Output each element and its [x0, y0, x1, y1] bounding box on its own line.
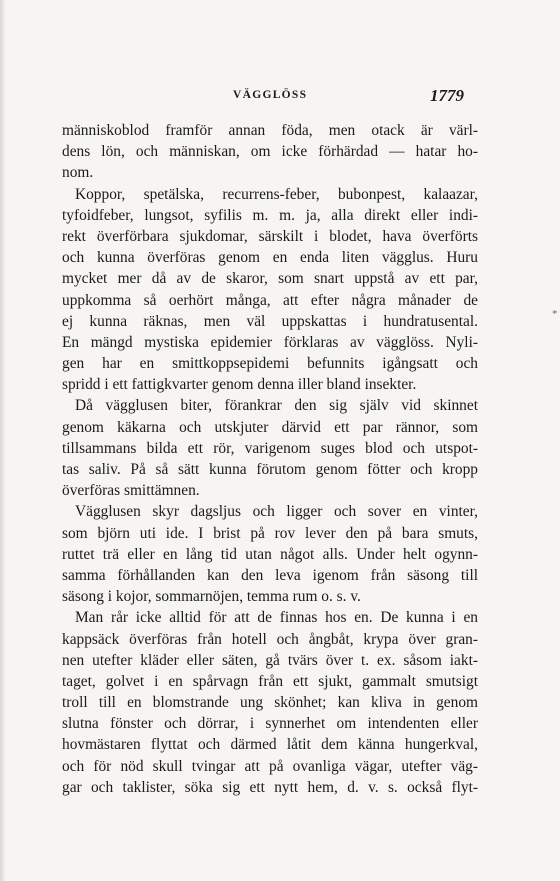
text-line: kappsäck överföras från hotell och ångbåt, krypa över gran- — [62, 630, 478, 648]
text-line: nen utefter kläder eller säten, gå tvärs över t. ex. såsom iakt- — [62, 651, 478, 669]
text-line: slutna fönster och dörrar, i synnerhet om intendenten eller — [62, 715, 478, 733]
text-line: taget, golvet i en spårvagn från ett sjukt, gammalt smutsigt — [62, 672, 478, 690]
running-head-title: VÄGGLÖSS — [233, 89, 308, 101]
paragraph-start-line: Man rår icke alltid för att de finnas hos en. De kunna i en — [75, 609, 478, 627]
text-line: dens lön, och människan, om icke förhärdad — hatar ho- — [62, 143, 478, 161]
text-line: En mängd mystiska epidemier förklaras av vägglöss. Nyli- — [62, 333, 478, 351]
page-number: 1779 — [430, 86, 464, 105]
text-line: människoblod framför annan föda, men otack är värl- — [62, 122, 478, 139]
text-line: ej kunna räknas, men väl uppskattas i hundratusental. — [62, 312, 478, 330]
text-line: gar och taklister, söka sig ett nytt hem, d. v. s. också flyt- — [62, 778, 478, 796]
text-line: tyfoidfeber, lungsot, syfilis m. m. ja, alla direkt eller indi- — [62, 206, 478, 224]
text-line: hovmästaren flyttat och därmed låtit dem känna hungerkval, — [62, 736, 478, 754]
paragraph-start-line: Då vägglusen biter, förankrar den sig själv vid skinnet — [75, 397, 478, 415]
paragraph-start-line: Vägglusen skyr dagsljus och ligger och sover en vinter, — [75, 503, 478, 521]
text-line: rekt överförbara sjukdomar, särskilt i blodet, hava överförts — [62, 227, 478, 245]
text-line: tillsammans bilda ett rör, varigenom suges blod och utspot- — [62, 439, 478, 457]
body-text — [62, 120, 478, 798]
text-line: nom. — [62, 164, 94, 182]
text-line: troll till en blomstrande ung skönhet; kan kliva in genom — [62, 694, 478, 712]
text-line: gen har en smittkoppsepidemi befunnits igångsatt och — [62, 355, 478, 373]
text-line: säsong i kojor, sommarnöjen, temma rum o. s. v. — [62, 588, 361, 606]
text-line: ruttet trä eller en lång tid utan något alls. Under helt ogynn- — [62, 545, 478, 563]
text-line: som björn uti ide. I brist på rov lever den på bara smuts, — [62, 524, 478, 542]
page-edge-shadow — [0, 0, 6, 881]
text-line: mycket mer då av de skaror, som snart uppstå av ett par, — [62, 270, 478, 288]
running-head — [0, 86, 560, 108]
text-line: och kunna överföras genom en enda liten vägglus. Huru — [62, 249, 478, 267]
paragraph-start-line: Koppor, spetälska, recurrens-feber, bubonpest, kalaazar, — [75, 185, 478, 203]
margin-mark: * — [552, 308, 558, 320]
text-line: och för nöd skull tvingar att på ovanliga vägar, utefter väg- — [62, 757, 478, 775]
text-line: tas saliv. På så sätt kunna förutom genom fötter och kropp — [62, 461, 478, 478]
text-line: överföras smittämnen. — [62, 482, 200, 500]
text-line: uppkomma så oerhört många, att efter några månader de — [62, 291, 478, 309]
text-line: genom käkarna och utskjuter därvid ett par rännor, som — [62, 418, 478, 436]
text-line: samma förhållanden kan den leva igenom från säsong till — [62, 566, 478, 584]
text-line: spridd i ett fattigkvarter genom denna iller bland insekter. — [62, 376, 417, 394]
